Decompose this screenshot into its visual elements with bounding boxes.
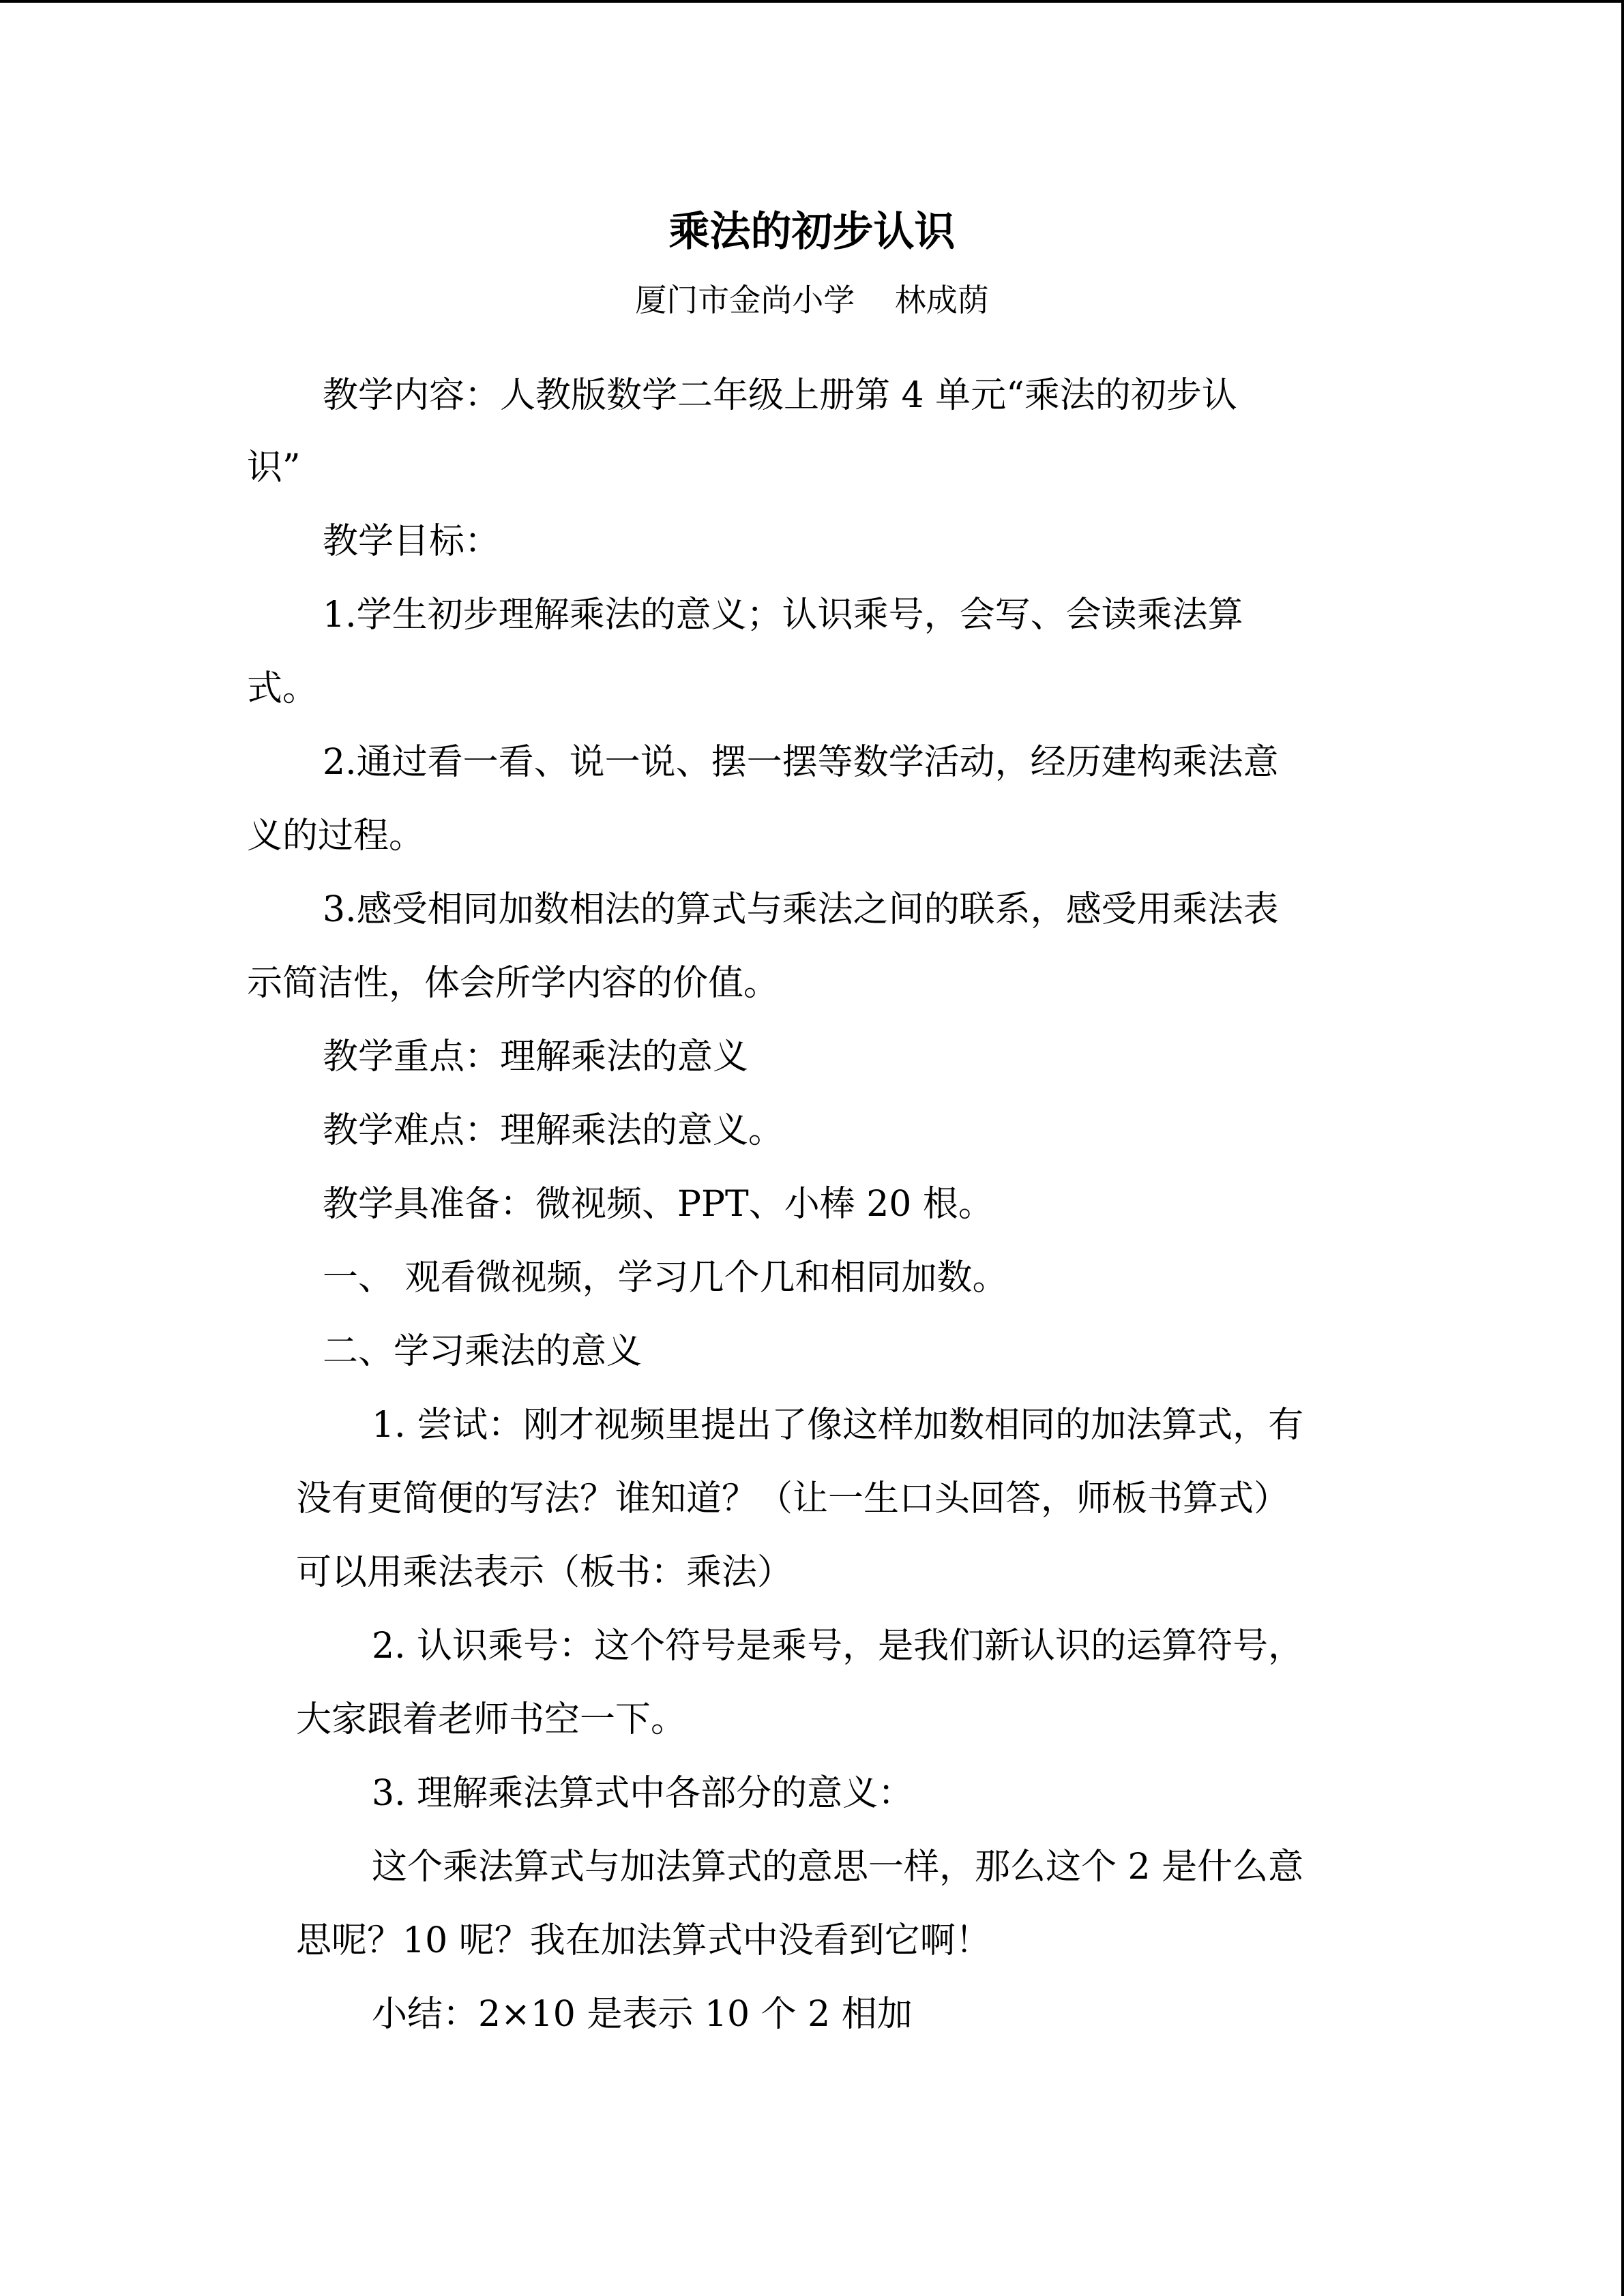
section-heading-one: 一、 观看微视频，学习几个几和相同加数。 (323, 1257, 1008, 1298)
step-1-line: 1. 尝试：刚才视频里提出了像这样加数相同的加法算式，有 (372, 1405, 1304, 1446)
content-line-goal-3: 3.感受相同加数相法的算式与乘法之间的联系，感受用乘法表 (323, 889, 1279, 930)
content-line-difficulty: 教学难点：理解乘法的意义。 (323, 1110, 784, 1151)
step-3-explanation-cont: 思呢？10 呢？我在加法算式中没看到它啊！ (296, 1920, 991, 1961)
content-line-goal-1-cont: 式。 (247, 668, 319, 709)
step-2-line-cont: 大家跟着老师书空一下。 (296, 1699, 687, 1740)
section-heading-two: 二、学习乘法的意义 (323, 1331, 643, 1372)
content-line-goal-1: 1.学生初步理解乘法的意义；认识乘号，会写、会读乘法算 (323, 595, 1243, 636)
content-line-goal-3-cont: 示简洁性，体会所学内容的价值。 (247, 963, 780, 1004)
content-line-key-point: 教学重点：理解乘法的意义 (323, 1037, 749, 1077)
page-border-top (0, 0, 1624, 3)
content-line-goal-2-cont: 义的过程。 (247, 816, 425, 856)
step-2-line: 2. 认识乘号：这个符号是乘号，是我们新认识的运算符号， (372, 1626, 1304, 1667)
step-3-line: 3. 理解乘法算式中各部分的意义： (372, 1773, 914, 1814)
content-line-materials: 教学具准备：微视频、PPT、小棒 20 根。 (323, 1184, 994, 1225)
page-border-right (1621, 0, 1624, 2296)
content-line-goal-2: 2.通过看一看、说一说、摆一摆等数学活动，经历建构乘法意 (323, 742, 1279, 783)
step-1-line-cont: 没有更简便的写法？谁知道？（让一生口头回答，师板书算式） (296, 1478, 1290, 1519)
content-line-teaching-content-cont: 识” (247, 447, 301, 488)
author-byline: 厦门市金尚小学 林成荫 (635, 282, 989, 318)
summary-line: 小结：2×10 是表示 10 个 2 相加 (372, 1994, 913, 2035)
step-1-line-cont-2: 可以用乘法表示（板书：乘法） (296, 1552, 793, 1593)
content-line-teaching-content: 教学内容：人教版数学二年级上册第 4 单元“乘法的初步认 (323, 375, 1237, 416)
document-title: 乘法的初步认识 (668, 208, 956, 256)
content-line-goals-heading: 教学目标： (323, 521, 501, 562)
step-3-explanation: 这个乘法算式与加法算式的意思一样，那么这个 2 是什么意 (372, 1847, 1304, 1888)
